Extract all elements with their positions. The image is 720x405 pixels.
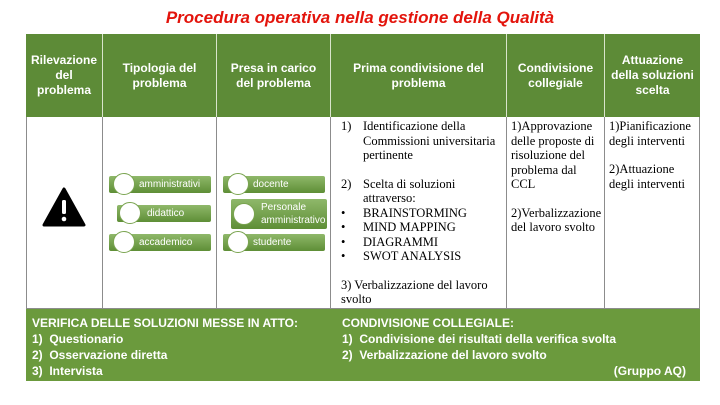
header-presa-in-carico: Presa in carico del problema (217, 34, 331, 117)
tipologia-label: accademico (139, 237, 193, 248)
presa-label: docente (253, 179, 289, 190)
list-item: • BRAINSTORMING (341, 205, 467, 220)
item-number: 2) (341, 176, 352, 191)
cell-rilevazione (26, 117, 103, 309)
prima-item-1 (341, 119, 502, 163)
item-text: Identificazione della Commissioni universitaria pertinente (363, 119, 496, 162)
list-item: 3) Intervista (32, 364, 103, 378)
tipologia-label: didattico (147, 208, 185, 219)
presa-label: Personale amministrativo (261, 202, 326, 226)
cell-tipologia (103, 117, 217, 309)
presa-label: studente (253, 237, 292, 248)
header-rilevazione: Rilevazione del problema (26, 34, 103, 117)
list-item: 2) Osservazione diretta (32, 348, 168, 362)
list-item: • SWOT ANALYSIS (341, 249, 462, 263)
collegiale-item-1: 1)Approvazione delle proposte di risoluzione del problema dal CCL (511, 119, 595, 191)
header-tipologia: Tipologia del problema (103, 34, 217, 117)
prima-item-3: 3) Verbalizzazione del lavoro svolto (341, 277, 488, 306)
footer-condivisione-heading: CONDIVISIONE COLLEGIALE: (342, 316, 515, 330)
procedure-table (26, 34, 700, 381)
cell-attuazione (605, 117, 700, 309)
circle-bullet-icon (233, 203, 255, 225)
footer-verifica (32, 315, 298, 379)
circle-bullet-icon (227, 231, 249, 253)
cell-condivisione-collegiale (507, 117, 605, 309)
header-prima-condivisione: Prima condivisione del problema (331, 34, 507, 117)
footer-band (26, 309, 700, 381)
footer-credit: (Gruppo AQ) (613, 364, 686, 378)
list-item: • DIAGRAMMI (341, 234, 438, 249)
footer-condivisione (342, 315, 616, 363)
header-attuazione: Attuazione della soluzioni scelta (605, 34, 700, 117)
prima-item-2 (341, 177, 502, 206)
warning-triangle-icon (42, 187, 86, 227)
circle-bullet-icon (113, 231, 135, 253)
attuazione-item-2: 2)Attuazione degli interventi (609, 162, 686, 191)
list-item: 1) Questionario (32, 332, 124, 346)
circle-bullet-icon (113, 173, 135, 195)
circle-bullet-icon (227, 173, 249, 195)
collegiale-item-2: 2)Verbalizzazione del lavoro svolto (511, 205, 602, 234)
cell-prima-condivisione (331, 117, 507, 309)
circle-bullet-icon (119, 202, 141, 224)
item-number: 1) (341, 119, 352, 133)
bullet-list (341, 206, 502, 264)
tipologia-label: amministrativi (139, 179, 201, 190)
header-condivisione-collegiale: Condivisione collegiale (507, 34, 605, 117)
cell-presa-in-carico (217, 117, 331, 309)
item-text: Scelta di soluzioni attraverso: (363, 176, 456, 205)
list-item: 1) Condivisione dei risultati della verifica svolta (342, 332, 617, 346)
list-item: 2) Verbalizzazione del lavoro svolto (342, 348, 547, 362)
page-title: Procedura operativa nella gestione della Qualità (165, 8, 555, 27)
attuazione-item-1: 1)Pianificazione degli interventi (609, 119, 691, 148)
footer-verifica-heading: VERIFICA DELLE SOLUZIONI MESSE IN ATTO: (32, 316, 299, 330)
list-item: • MIND MAPPING (341, 220, 456, 234)
